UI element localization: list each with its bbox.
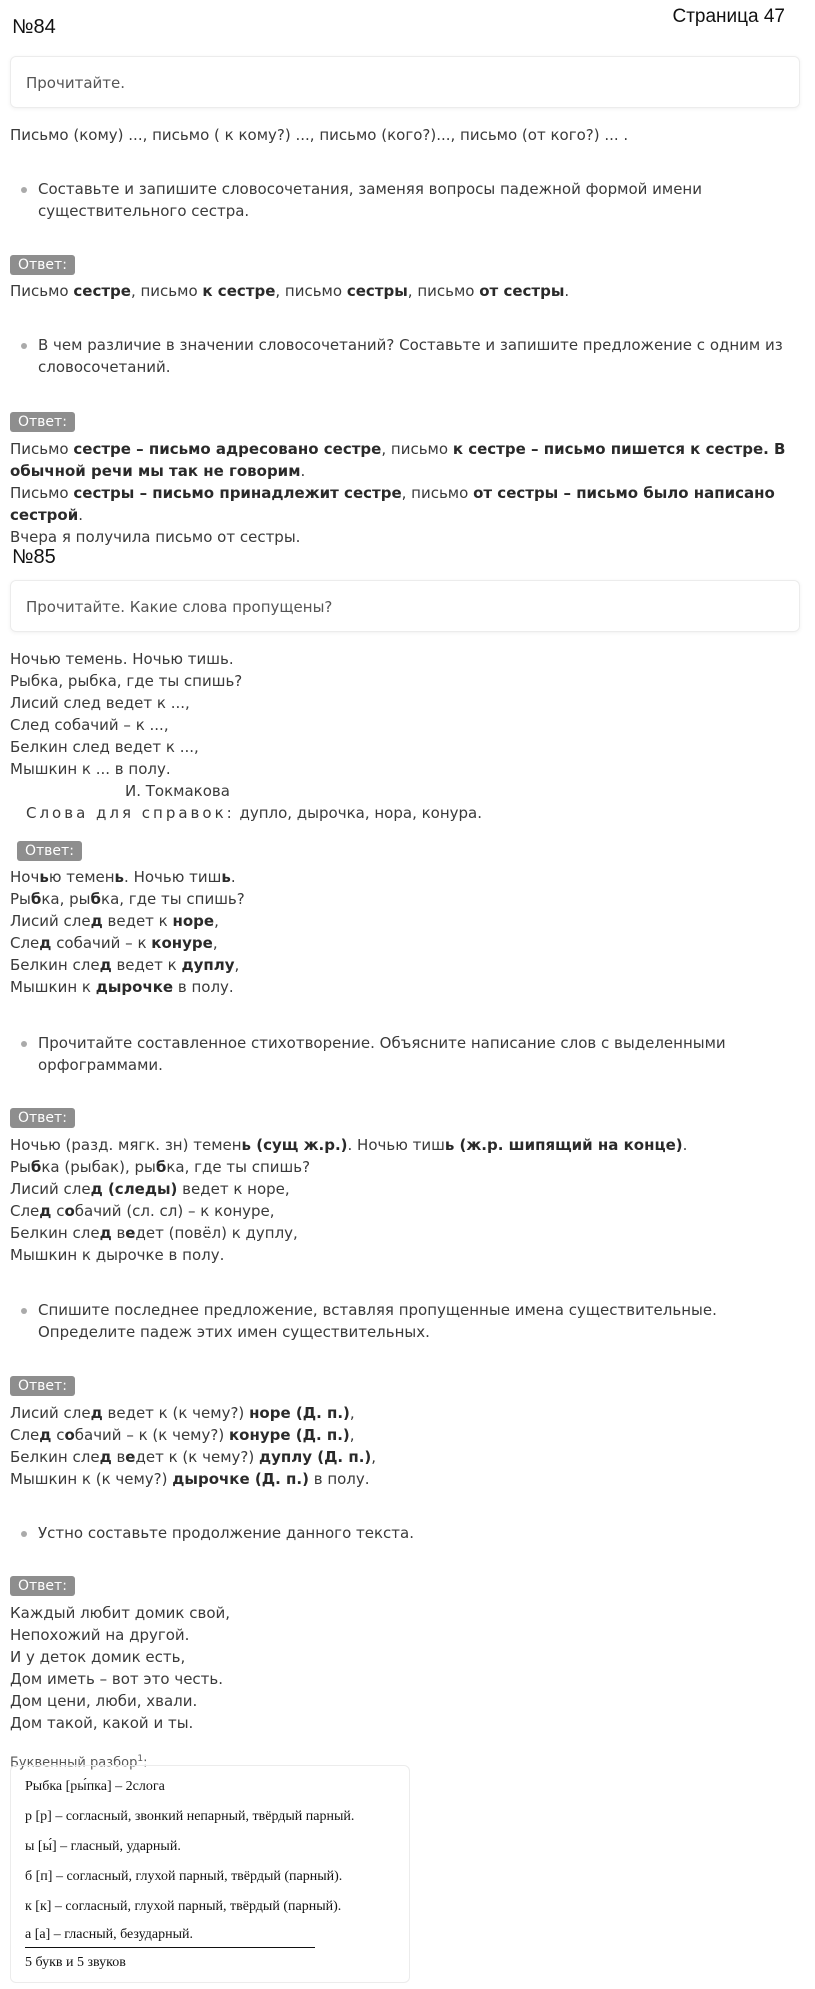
task-85-question-4: Устно составьте продолжение данного текста. <box>38 1522 788 1544</box>
letter-analysis-box: Рыбка [ры́пка] – 2слога р [р] – согласный, звонкий непарный, твёрдый парный. ы [ы́] – гласный, ударный. б [п] – согласный, глухой парный, твёрдый (парный). к [к] – согласный, глухой парный, твёрдый (парный). а [а] – гласный, безударный. 5 букв и 5 звуков <box>10 1765 410 1983</box>
analysis-divider <box>25 1947 315 1948</box>
task-84-answer-2: Письмо сестре – письмо адресовано сестре, письмо к сестре – письмо пишется к сестре. В обычной речи мы так не говорим. Письмо сестры – письмо принадлежит сестре, письмо от сестры – письмо было написано сестрой. Вчера я получила письмо от сестры. <box>10 440 786 546</box>
task-84-question-2: В чем различие в значении словосочетаний? Составьте и запишите предложение с одним из словосочетаний. <box>38 334 788 378</box>
task-85-answer-2: Ночью (разд. мягк. зн) темень (сущ ж.р.). Ночью тишь (ж.р. шипящий на конце). Рыбка (рыбак), рыбка, где ты спишь? Лисий след (следы) ведет к норе, След собачий (сл. сл) – к конуре, Белкин след ведет (повёл) к дуплу, Мышкин к дырочке в полу. <box>10 1136 688 1264</box>
poem-author: И. Токмакова <box>125 782 230 800</box>
answer-badge: Ответ: <box>10 1108 75 1128</box>
answer-badge: Ответ: <box>10 1376 75 1396</box>
hint-words: Слова для справок: дупло, дырочка, нора, конура. <box>26 804 483 822</box>
task-84-question-1: Составьте и запишите словосочетания, заменяя вопросы падежной формой имени существительного сестра. <box>38 178 788 222</box>
task-84-prompt: Прочитайте. <box>26 74 126 92</box>
answer-badge: Ответ: <box>10 255 75 275</box>
answer-badge: Ответ: <box>10 412 75 432</box>
task-84-answer-1: Письмо сестре, письмо к сестре, письмо сестры, письмо от сестры. <box>10 282 570 300</box>
task-85-question-3: Спишите последнее предложение, вставляя пропущенные имена существительные. Определите падеж этих имен существительных. <box>38 1299 788 1343</box>
page-number: Страница 47 <box>672 6 785 27</box>
task-85-answer-4: Каждый любит домик свой, Непохожий на другой. И у деток домик есть, Дом иметь – вот это честь. Дом цени, люби, хвали. Дом такой, какой и ты. <box>10 1604 231 1732</box>
task-85-number: №85 <box>12 546 56 568</box>
task-85-answer-1: Ночью темень. Ночью тишь. Рыбка, рыбка, где ты спишь? Лисий след ведет к норе, След собачий – к конуре, Белкин след ведет к дуплу, Мышкин к дырочке в полу. <box>10 868 245 996</box>
task-84-prompt-box <box>10 56 800 108</box>
answer-badge: Ответ: <box>10 1576 75 1596</box>
task-85-question-2: Прочитайте составленное стихотворение. Объясните написание слов с выделенными орфограммами. <box>38 1032 788 1076</box>
analysis-label: Буквенный разбор$^1$: <box>10 1754 148 1771</box>
answer-badge: Ответ: <box>17 841 82 861</box>
task-85-answer-3: Лисий след ведет к (к чему?) норе (Д. п.), След собачий – к (к чему?) конуре (Д. п.), Белкин след ведет к (к чему?) дуплу (Д. п.), Мышкин к (к чему?) дырочке (Д. п.) в полу. <box>10 1404 377 1488</box>
task-85-prompt-box <box>10 580 800 632</box>
task-85-prompt: Прочитайте. Какие слова пропущены? <box>26 598 333 616</box>
task-84-number: №84 <box>12 16 56 38</box>
task-85-poem: Ночью темень. Ночью тишь. Рыбка, рыбка, где ты спишь? Лисий след ведет к ..., След собачий – к ..., Белкин след ведет к ..., Мышкин к ... в полу. И. Токмакова Слова для справок: дупло, дырочка, нора, конура. <box>10 648 805 824</box>
task-84-text: Письмо (кому) ..., письмо ( к кому?) ..., письмо (кого?)..., письмо (от кого?) ... . <box>10 126 629 144</box>
